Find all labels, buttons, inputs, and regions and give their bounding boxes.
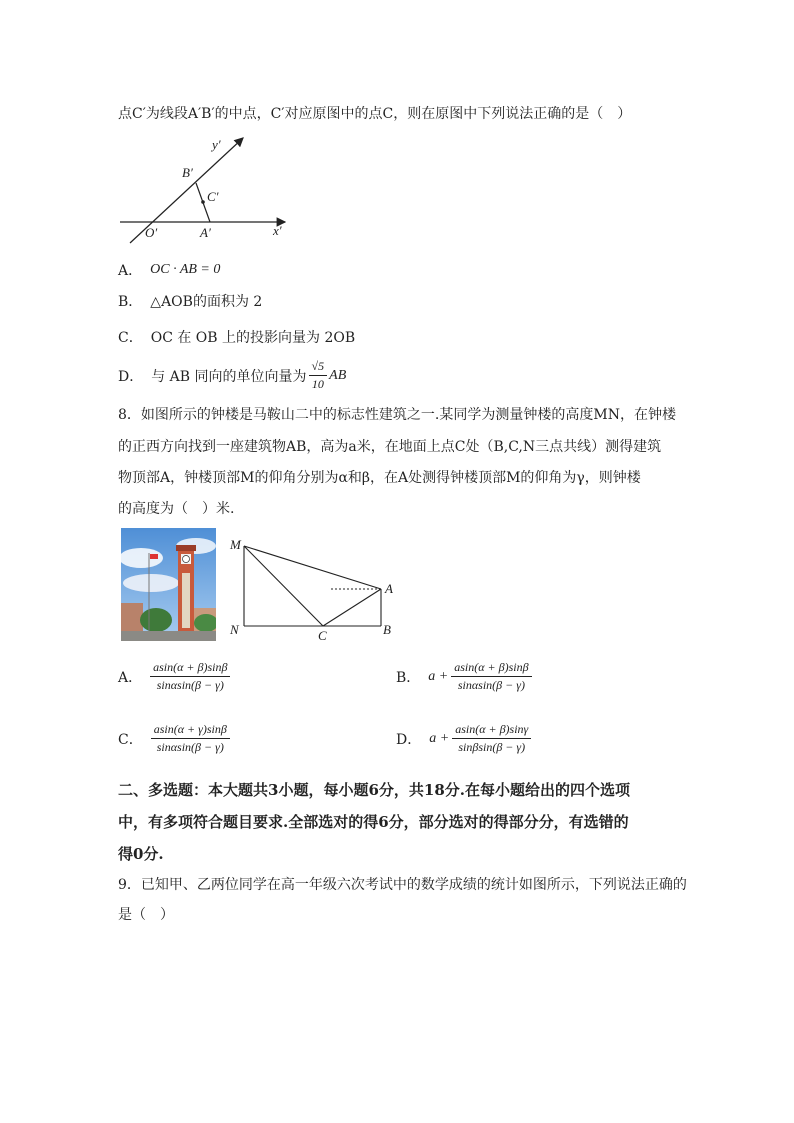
option-c-fraction: $\frac{asin(\alpha + \gamma)\sin\beta}{\sin\alpha\sin(\beta - \gamma)}$ [151,722,230,755]
q9-line-1: 9．已知甲、乙两位同学在高一年级六次考试中的数学成绩的统计如图所示，下列说法正确的 [118,877,687,893]
label-A: A [385,581,393,596]
q8-line-4: 的高度为（ ）米. [118,501,235,517]
q7-option-d: D． 与 AB 同向的单位向量为 $\frac{√5}{10}$ AB [118,359,347,391]
segment-CA [323,589,381,626]
q8-option-a: A． $\frac{asin(\alpha + \beta)\sin\beta}{\sin\alpha\sin(\beta - \gamma)}$ [118,660,230,693]
label-C: C [318,628,327,643]
label-y: y′ [212,137,221,152]
label-C: C′ [207,189,219,204]
clock-tower-photo [121,528,216,641]
label-N: N [230,622,239,637]
label-x: x′ [273,223,282,238]
label-O: O′ [145,225,158,240]
unit-vector-fraction: $\frac{√5}{10}$ [309,359,328,392]
option-b-fraction: $\frac{asin(\alpha + \beta)\sin\beta}{\sin\alpha\sin(\beta - \gamma)}$ [451,660,531,693]
q7-option-c: C． OC 在 OB 上的投影向量为 2OB [118,330,356,346]
section-2-line-2: 中，有多项符合题目要求.全部选对的得6分，部分选对的得部分分，有选错的 [118,813,629,831]
q8-line-3: 物顶部A，钟楼顶部M的仰角分别为α和β，在A处测得钟楼顶部M的仰角为γ，则钟楼 [118,470,641,486]
q8-option-b: B． a + $\frac{asin(\alpha + \beta)\sin\beta}{\sin\alpha\sin(\beta - \gamma)}$ [396,660,532,693]
label-B: B [383,622,391,637]
q7-figure [115,133,295,248]
label-M: M [230,537,241,552]
q8-figure [226,533,401,643]
label-B: B′ [182,165,193,180]
q7-option-b: B． △AOB的面积为 2 [118,294,263,310]
q8-line-2: 的正西方向找到一座建筑物AB，高为a米，在地面上点C处（B,C,N三点共线）测得建筑 [118,439,662,455]
label-A: A′ [200,225,211,240]
q8-line-1: 8．如图所示的钟楼是马鞍山二中的标志性建筑之一.某同学为测量钟楼的高度MN，在钟楼 [118,407,676,423]
q8-option-d: D． a + $\frac{asin(\alpha + \beta)\sin\gamma}{\sin\beta\sin(\beta - \gamma)}$ [396,722,531,755]
q8-option-c: C． $\frac{asin(\alpha + \gamma)\sin\beta}{\sin\alpha\sin(\beta - \gamma)}$ [118,722,230,755]
point-C [201,200,205,204]
section-2-line-3: 得0分. [118,845,164,863]
option-d-fraction: $\frac{asin(\alpha + \beta)\sin\gamma}{\sin\beta\sin(\beta - \gamma)}$ [452,722,531,755]
option-a-fraction: $\frac{asin(\alpha + \beta)\sin\beta}{\sin\alpha\sin(\beta - \gamma)}$ [150,660,230,693]
q9-line-2: 是（ ） [118,907,174,923]
q7-option-a: A． OC · AB = 0 [118,262,221,279]
clock-tower-image [121,528,216,641]
section-2-line-1: 二、多选题：本大题共3小题，每小题6分，共18分.在每小题给出的四个选项 [118,781,630,799]
q7-stem: 点C′为线段A′B′的中点，C′对应原图中的点C，则在原图中下列说法正确的是（ ） [118,106,632,122]
